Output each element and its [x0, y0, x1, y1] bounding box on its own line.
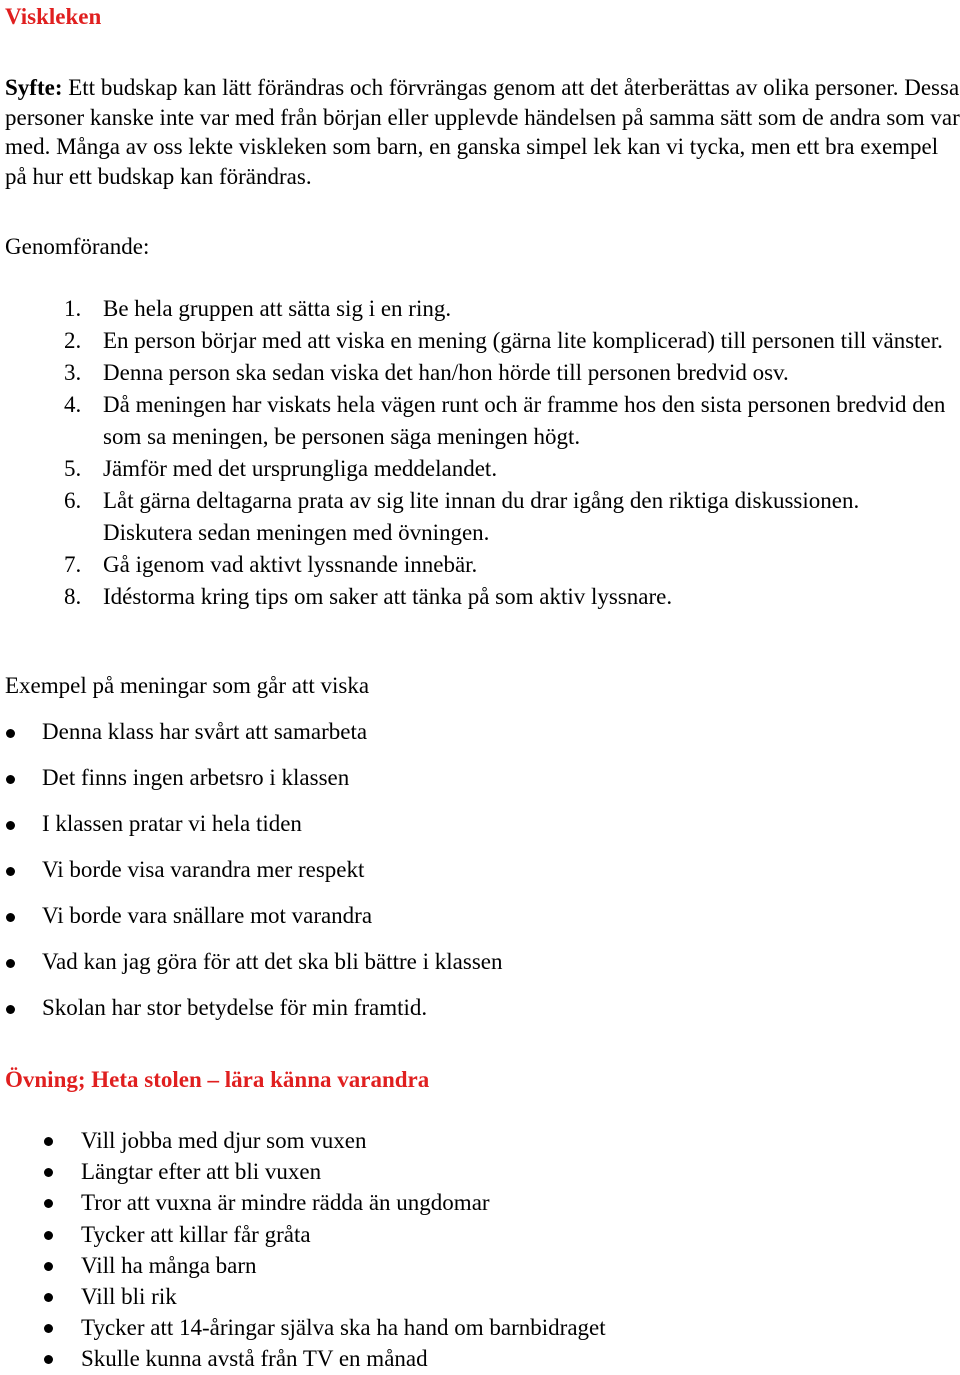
bullet-icon	[44, 1355, 53, 1364]
list-item	[0, 1156, 960, 1187]
step-number: 4.	[64, 392, 82, 417]
list-item-text: Vad kan jag göra för att det ska bli bättre i klassen	[42, 949, 503, 974]
list-item-text: I klassen pratar vi hela tiden	[42, 811, 302, 836]
list-item-text: Denna klass har svårt att samarbeta	[42, 719, 368, 744]
step-number: 8.	[64, 584, 82, 609]
bullet-icon	[6, 959, 15, 968]
step-text: Denna person ska sedan viska det han/hon hörde till personen bredvid osv.	[103, 360, 789, 385]
list-item-text: Vill jobba med djur som vuxen	[81, 1128, 367, 1153]
procedure-steps	[0, 293, 960, 613]
step-item	[0, 389, 960, 453]
step-number: 2.	[64, 328, 82, 353]
bullet-icon	[44, 1137, 53, 1146]
bullet-icon	[6, 867, 15, 876]
list-item	[0, 1125, 960, 1156]
list-item	[0, 854, 960, 900]
bullet-icon	[6, 729, 15, 738]
list-item	[0, 900, 960, 946]
list-item-text: Tycker att killar får gråta	[81, 1221, 311, 1247]
bullet-icon	[6, 913, 15, 922]
bullet-icon	[6, 775, 15, 784]
list-item	[0, 992, 960, 1038]
list-item-text: Längtar efter att bli vuxen	[81, 1159, 322, 1185]
step-number: 6.	[64, 488, 82, 513]
list-item-text: Skolan har stor betydelse för min framtid.	[42, 995, 428, 1020]
list-item	[0, 762, 960, 808]
step-item	[0, 485, 960, 549]
list-item	[0, 946, 960, 992]
step-number: 7.	[64, 552, 82, 577]
bullet-icon	[44, 1293, 53, 1302]
exercise-title: Övning; Heta stolen – lära känna varandra	[5, 1067, 430, 1092]
list-item	[0, 1187, 960, 1218]
list-item	[0, 1343, 960, 1374]
list-item-text: Tror att vuxna är mindre rädda än ungdomar	[81, 1190, 490, 1216]
purpose-label: Syfte:	[5, 75, 63, 100]
step-text: Låt gärna deltagarna prata av sig lite innan du drar igång den riktiga diskussionen. Diskutera sedan meningen med övningen.	[103, 488, 860, 545]
list-item	[0, 716, 960, 762]
step-number: 3.	[64, 360, 82, 385]
purpose-paragraph	[5, 73, 960, 191]
step-item	[0, 549, 960, 581]
list-item-text: Skulle kunna avstå från TV en månad	[81, 1346, 428, 1372]
bullet-icon	[44, 1324, 53, 1333]
step-text: Be hela gruppen att sätta sig i en ring.	[103, 296, 452, 321]
bullet-icon	[6, 1005, 15, 1014]
bullet-icon	[44, 1231, 53, 1240]
purpose-text: Ett budskap kan lätt förändras och förvrängas genom att det återberättas av olika personer. Dessa personer kanske inte var med från början eller upplevde händelsen på samma sätt som de andra som var med. Många av oss lekte viskleken som barn, en ganska simpel lek kan vi tycka, men ett bra exempel på hur ett budskap kan förändras.	[5, 75, 960, 189]
procedure-heading: Genomförande:	[5, 234, 150, 259]
step-number: 5.	[64, 456, 82, 481]
list-item	[0, 1281, 960, 1312]
list-item-text: Det finns ingen arbetsro i klassen	[42, 765, 350, 790]
step-item	[0, 293, 960, 325]
list-item-text: Vill bli rik	[81, 1283, 177, 1309]
step-text: Idéstorma kring tips om saker att tänka på som aktiv lyssnare.	[103, 584, 673, 609]
bullet-icon	[44, 1168, 53, 1177]
step-item	[0, 357, 960, 389]
bullet-icon	[44, 1199, 53, 1208]
list-item	[0, 1312, 960, 1343]
document-title: Viskleken	[5, 4, 102, 29]
step-item	[0, 581, 960, 613]
list-item-text: Vi borde visa varandra mer respekt	[42, 857, 365, 882]
list-item-text: Vi borde vara snällare mot varandra	[42, 903, 373, 928]
step-text: Då meningen har viskats hela vägen runt och är framme hos den sista personen bredvid den som sa meningen, be personen säga meningen högt.	[103, 392, 946, 449]
step-item	[0, 325, 960, 357]
step-text: En person börjar med att viska en mening (gärna lite komplicerad) till personen till vänster.	[103, 328, 943, 353]
list-item-text: Tycker att 14-åringar själva ska ha hand om barnbidraget	[81, 1315, 606, 1341]
bullet-icon	[44, 1262, 53, 1271]
list-item	[0, 1250, 960, 1281]
step-item	[0, 453, 960, 485]
list-item	[0, 808, 960, 854]
examples-list	[0, 716, 960, 1038]
hot-seat-list	[0, 1125, 960, 1375]
step-text: Jämför med det ursprungliga meddelandet.	[103, 456, 498, 481]
step-number: 1.	[64, 296, 82, 321]
step-text: Gå igenom vad aktivt lyssnande innebär.	[103, 552, 478, 577]
list-item-text: Vill ha många barn	[81, 1252, 257, 1278]
list-item	[0, 1219, 960, 1250]
examples-heading: Exempel på meningar som går att viska	[5, 673, 370, 698]
bullet-icon	[6, 821, 15, 830]
